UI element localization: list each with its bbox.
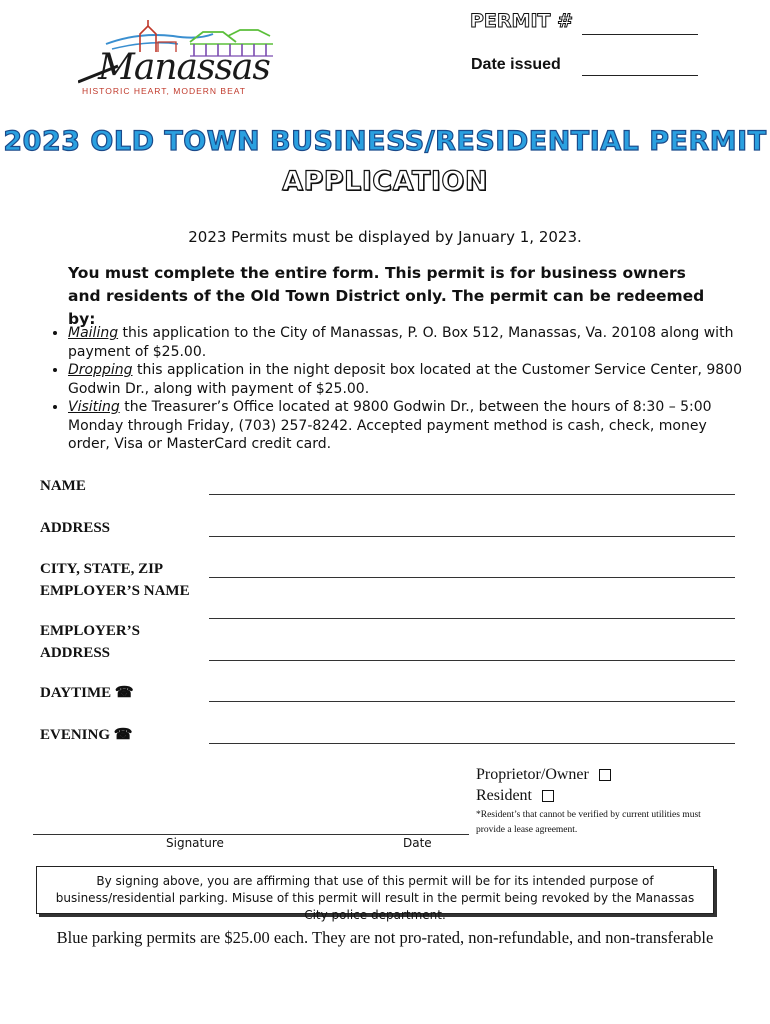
- city-state-zip-label: CITY, STATE, ZIP: [40, 561, 164, 577]
- owner-label: Proprietor/Owner: [476, 766, 589, 783]
- affirmation-notice: [36, 866, 714, 922]
- list-item: [68, 398, 748, 454]
- evening-phone-label: EVENING ☎: [40, 727, 133, 743]
- name-label: NAME: [40, 478, 86, 494]
- employer-address-field[interactable]: [209, 660, 735, 661]
- method-text: this application in the night deposit box located at the Customer Service Center, 9800 Godwin Dr., along with payment of $25.00.: [68, 362, 742, 397]
- date-issued-field[interactable]: [582, 75, 698, 76]
- permit-number-label: PERMIT #: [470, 10, 574, 32]
- resident-label: Resident: [476, 787, 532, 804]
- instructions: You must complete the entire form. This permit is for business owners and residents of the Old Town District only. The permit can be redeemed by:: [68, 264, 705, 328]
- city-state-zip-field[interactable]: [209, 577, 735, 578]
- signature-field[interactable]: [33, 834, 469, 835]
- evening-phone-field[interactable]: [209, 743, 735, 744]
- employer-address-label-2: ADDRESS: [40, 645, 111, 661]
- list-item: [68, 324, 748, 361]
- permit-number-field[interactable]: [582, 34, 698, 35]
- footer-note: Blue parking permits are $25.00 each. They are not pro-rated, non-refundable, and non-transferable: [56, 928, 714, 947]
- method-keyword: Visiting: [68, 399, 120, 415]
- address-field[interactable]: [209, 536, 735, 537]
- date-issued-label: Date issued: [471, 56, 561, 73]
- list-item: [68, 361, 748, 398]
- employer-name-field[interactable]: [209, 618, 735, 619]
- method-keyword: Mailing: [68, 325, 119, 341]
- resident-checkbox[interactable]: [542, 790, 554, 802]
- logo-tagline: HISTORIC HEART, MODERN BEAT: [82, 86, 246, 96]
- method-text: the Treasurer’s Office located at 9800 Godwin Dr., between the hours of 8:30 – 5:00 Monday through Friday, (703) 257-8242. Accepted payment method is cash, check, money order, Visa or MasterCard credit card.: [68, 399, 712, 452]
- page-subtitle: APPLICATION: [282, 166, 488, 197]
- deadline-notice: 2023 Permits must be displayed by January 1, 2023.: [188, 228, 582, 246]
- method-text: this application to the City of Manassas, P. O. Box 512, Manassas, Va. 20108 along with payment of $25.00.: [68, 325, 734, 360]
- method-keyword: Dropping: [68, 362, 133, 378]
- employer-name-label: EMPLOYER’S NAME: [40, 583, 190, 599]
- daytime-phone-field[interactable]: [209, 701, 735, 702]
- page-title: 2023 OLD TOWN BUSINESS/RESIDENTIAL PERMIT: [3, 126, 767, 157]
- resident-option[interactable]: [476, 787, 554, 805]
- daytime-phone-label: DAYTIME ☎: [40, 685, 134, 701]
- name-field[interactable]: [209, 494, 735, 495]
- logo-wordmark: Manassas: [98, 47, 270, 88]
- owner-checkbox[interactable]: [599, 769, 611, 781]
- owner-option[interactable]: [476, 766, 611, 784]
- employer-address-label-1: EMPLOYER’S: [40, 623, 141, 639]
- signature-date-label: Date: [403, 836, 432, 850]
- address-label: ADDRESS: [40, 520, 111, 536]
- redemption-methods-list: [42, 324, 748, 454]
- resident-note: *Resident’s that cannot be verified by current utilities must provide a lease agreement.: [476, 810, 701, 835]
- signature-label: Signature: [166, 836, 224, 850]
- affirmation-text: By signing above, you are affirming that use of this permit will be for its intended purpose of business/residential parking. Misuse of this permit will result in the permit being revoked by the Manassas City police department.: [55, 874, 695, 922]
- city-logo: [78, 14, 278, 96]
